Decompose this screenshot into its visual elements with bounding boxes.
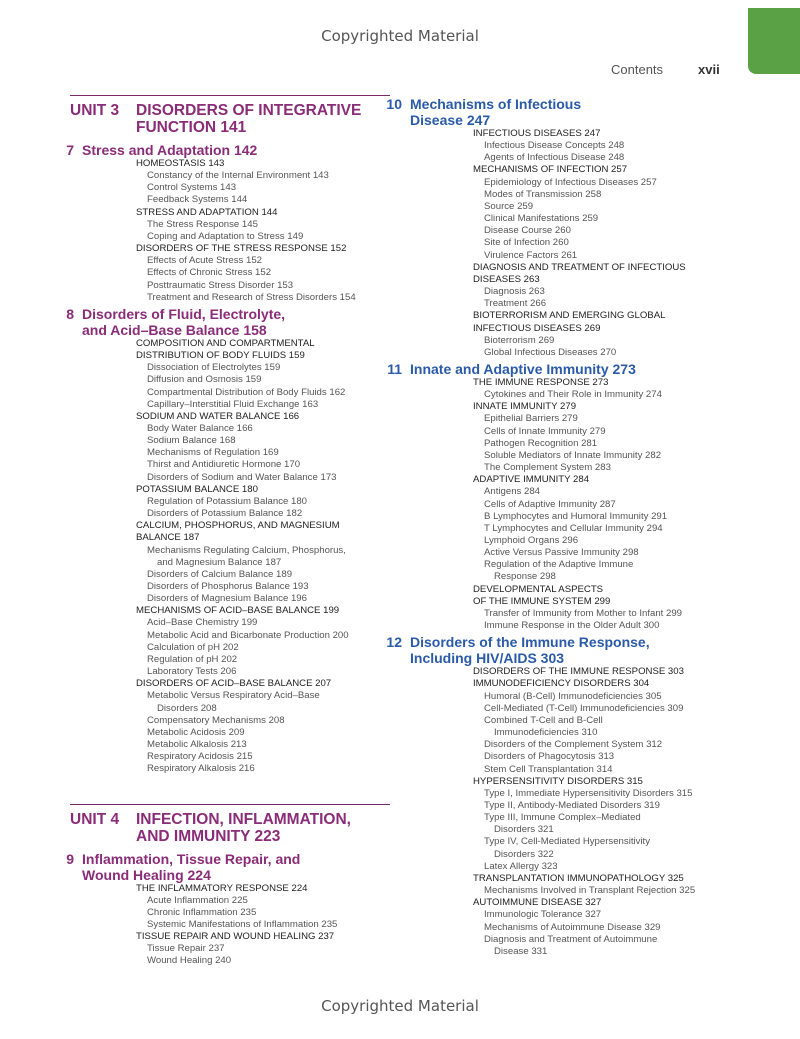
toc-line: Coping and Adaptation to Stress 149 <box>147 230 304 242</box>
toc-subsection <box>484 535 740 547</box>
toc-line: Disorders 321 <box>494 824 554 836</box>
chapter-title-line: Including HIV/AIDS 303 <box>410 650 565 667</box>
toc-subsection <box>484 237 740 249</box>
toc-subsection <box>147 423 390 435</box>
toc-line: Compensatory Mechanisms 208 <box>147 714 285 726</box>
toc-subsection <box>147 763 390 775</box>
unit-label: UNIT 4 <box>70 810 120 828</box>
toc-line: Metabolic Alkalosis 213 <box>147 739 247 751</box>
toc-subsection <box>147 435 390 447</box>
toc-subsection <box>147 642 390 654</box>
running-head-page: xvii <box>698 62 720 77</box>
toc-subsection <box>484 462 740 474</box>
toc-line: INNATE IMMUNITY 279 <box>473 401 577 413</box>
toc-line: Antigens 284 <box>484 486 541 498</box>
chapter-title <box>410 361 636 377</box>
toc-line: HYPERSENSITIVITY DISORDERS 315 <box>473 775 643 787</box>
chapter-heading <box>52 142 390 158</box>
toc-subsection <box>147 459 390 471</box>
toc-subsection <box>147 581 390 593</box>
toc-subsection <box>484 347 740 359</box>
chapter-title-line: Disorders of Fluid, Electrolyte, <box>82 305 286 322</box>
chapter-heading <box>380 634 740 666</box>
toc-subsection <box>484 225 740 237</box>
toc-line: THE IMMUNE RESPONSE 273 <box>473 376 609 388</box>
toc-subsection <box>484 691 740 703</box>
toc-line: Calculation of pH 202 <box>147 641 239 653</box>
unit-rule <box>70 804 390 805</box>
toc-line: Wound Healing 240 <box>147 955 232 967</box>
toc-line: Disorders of Phagocytosis 313 <box>484 751 615 763</box>
toc-section <box>136 931 390 943</box>
toc-subsection <box>147 447 390 459</box>
toc-section <box>136 605 390 617</box>
chapter-number: 9 <box>66 850 74 867</box>
toc-line: Mechanisms Involved in Transplant Rejection 325 <box>484 885 696 897</box>
toc-subsection <box>147 387 390 399</box>
toc-subsection <box>484 286 740 298</box>
toc-subsection <box>484 559 740 583</box>
toc-subsection <box>484 438 740 450</box>
toc-line: Metabolic Versus Respiratory Acid–Base <box>147 690 320 702</box>
toc-subsection <box>147 292 390 304</box>
toc-line: Feedback Systems 144 <box>147 194 248 206</box>
toc-line: MECHANISMS OF ACID–BASE BALANCE 199 <box>136 605 340 617</box>
toc-line: Capillary–Interstitial Fluid Exchange 163 <box>147 398 319 410</box>
toc-subsection <box>484 922 740 934</box>
unit-title-text <box>136 102 361 136</box>
toc-line: DEVELOPMENTAL ASPECTS <box>473 583 604 595</box>
toc-subsection <box>147 630 390 642</box>
toc-subsection <box>147 666 390 678</box>
toc-line: CALCIUM, PHOSPHORUS, AND MAGNESIUM <box>136 520 340 532</box>
toc-section <box>473 873 740 885</box>
toc-line: Posttraumatic Stress Disorder 153 <box>147 279 294 291</box>
running-head-label: Contents <box>611 62 664 77</box>
toc-subsection <box>147 267 390 279</box>
unit-heading <box>70 804 390 845</box>
toc-subsection <box>484 189 740 201</box>
chapter-title <box>82 142 257 158</box>
toc-line: Transfer of Immunity from Mother to Infant 299 <box>484 607 682 619</box>
toc-line: Humoral (B-Cell) Immunodeficiencies 305 <box>484 690 662 702</box>
toc-line: MECHANISMS OF INFECTION 257 <box>473 164 628 176</box>
toc-subsection <box>147 182 390 194</box>
toc-line: Chronic Inflammation 235 <box>147 906 257 918</box>
toc-line: The Stress Response 145 <box>147 218 258 230</box>
toc-line: Disorders of Magnesium Balance 196 <box>147 593 307 605</box>
toc-line: Epithelial Barriers 279 <box>484 413 578 425</box>
toc-line: Respiratory Acidosis 215 <box>147 751 253 763</box>
toc-line: The Complement System 283 <box>484 462 611 474</box>
toc-line: Cells of Innate Immunity 279 <box>484 425 606 437</box>
toc-subsection <box>484 620 740 632</box>
toc-subsection <box>147 617 390 629</box>
toc-subsection <box>484 547 740 559</box>
toc-line: Effects of Chronic Stress 152 <box>147 267 272 279</box>
toc-subsection <box>147 255 390 267</box>
toc-line: COMPOSITION AND COMPARTMENTAL <box>136 337 315 349</box>
toc-line: Diagnosis and Treatment of Autoimmune <box>484 933 658 945</box>
toc-line: Treatment and Research of Stress Disorders 154 <box>147 291 356 303</box>
toc-line: Pathogen Recognition 281 <box>484 437 598 449</box>
toc-section <box>136 207 390 219</box>
toc-line: DISORDERS OF THE IMMUNE RESPONSE 303 <box>473 666 684 678</box>
toc-line: THE INFLAMMATORY RESPONSE 224 <box>136 882 308 894</box>
toc-line: Acid–Base Chemistry 199 <box>147 617 258 629</box>
toc-section <box>473 401 740 413</box>
toc-line: Disorders of Sodium and Water Balance 173 <box>147 471 337 483</box>
toc-section <box>136 520 390 544</box>
toc-line: Disorders of Phosphorus Balance 193 <box>147 581 309 592</box>
unit-title-line: DISORDERS OF INTEGRATIVE <box>136 102 362 119</box>
toc-subsection <box>147 907 390 919</box>
toc-right-column <box>386 94 740 958</box>
toc-line: Combined T-Cell and B-Cell <box>484 714 603 726</box>
toc-subsection <box>147 569 390 581</box>
toc-subsection <box>147 170 390 182</box>
unit-title-line: INFECTION, INFLAMMATION, <box>136 810 351 828</box>
toc-subsection <box>484 389 740 401</box>
toc-line: Disease 331 <box>494 945 548 957</box>
watermark-top: Copyrighted Material <box>321 27 479 45</box>
toc-subsection <box>484 934 740 958</box>
chapter-title-line: Disorders of the Immune Response, <box>410 634 650 651</box>
toc-subsection <box>147 219 390 231</box>
toc-subsection <box>147 399 390 411</box>
chapter-title <box>410 96 581 128</box>
toc-subsection <box>484 836 740 860</box>
toc-subsection <box>484 739 740 751</box>
toc-line: Latex Allergy 323 <box>484 860 558 872</box>
toc-subsection <box>484 861 740 873</box>
chapter-title-line: Wound Healing 224 <box>82 866 211 883</box>
toc-subsection <box>147 690 390 714</box>
toc-line: OF THE IMMUNE SYSTEM 299 <box>473 595 611 607</box>
toc-line: B Lymphocytes and Humoral Immunity 291 <box>484 510 668 522</box>
toc-subsection <box>484 788 740 800</box>
toc-line: Disorders of Potassium Balance 182 <box>147 508 303 520</box>
unit-title-line: AND IMMUNITY 223 <box>136 827 281 845</box>
unit-label: UNIT 3 <box>70 102 120 119</box>
toc-subsection <box>147 194 390 206</box>
toc-line: Tissue Repair 237 <box>147 943 225 955</box>
toc-line: STRESS AND ADAPTATION 144 <box>136 206 278 218</box>
toc-section <box>136 484 390 496</box>
toc-line: Response 298 <box>494 571 556 583</box>
chapter-title <box>82 306 285 338</box>
toc-line: Type I, Immediate Hypersensitivity Disorders 315 <box>484 787 693 799</box>
toc-subsection <box>147 715 390 727</box>
toc-line: Regulation of pH 202 <box>147 653 238 665</box>
toc-line: Immune Response in the Older Adult 300 <box>484 620 660 632</box>
toc-section <box>136 158 390 170</box>
toc-subsection <box>147 727 390 739</box>
toc-subsection <box>147 593 390 605</box>
toc-line: IMMUNODEFICIENCY DISORDERS 304 <box>473 678 650 690</box>
chapter-title <box>82 851 300 883</box>
chapter-title-line: and Acid–Base Balance 158 <box>82 321 267 338</box>
toc-line: Mechanisms of Autoimmune Disease 329 <box>484 921 661 933</box>
toc-line: Clinical Manifestations 259 <box>484 213 599 225</box>
chapter-heading <box>52 306 390 338</box>
toc-subsection <box>484 523 740 535</box>
toc-subsection <box>147 751 390 763</box>
toc-line: INFECTIOUS DISEASES 247 <box>473 128 601 139</box>
toc-subsection <box>484 250 740 262</box>
toc-line: Respiratory Alkalosis 216 <box>147 763 255 775</box>
chapter-number: 10 <box>386 96 402 112</box>
chapter-number: 8 <box>66 305 74 322</box>
toc-line: BIOTERRORISM AND EMERGING GLOBAL <box>473 310 666 322</box>
toc-section <box>136 243 390 255</box>
chapter-number: 7 <box>66 142 74 158</box>
toc-subsection <box>147 545 390 569</box>
toc-subsection <box>147 739 390 751</box>
toc-line: TISSUE REPAIR AND WOUND HEALING 237 <box>136 931 335 943</box>
toc-subsection <box>147 895 390 907</box>
toc-line: Type IV, Cell-Mediated Hypersensitivity <box>484 836 651 848</box>
toc-line: DISORDERS OF THE STRESS RESPONSE 152 <box>136 243 347 255</box>
toc-line: Body Water Balance 166 <box>147 422 253 434</box>
toc-section <box>473 584 740 608</box>
toc-subsection <box>484 751 740 763</box>
toc-subsection <box>484 413 740 425</box>
toc-subsection <box>484 909 740 921</box>
toc-section <box>473 776 740 788</box>
toc-line: Control Systems 143 <box>147 182 237 194</box>
toc-subsection <box>484 152 740 164</box>
toc-line: ADAPTIVE IMMUNITY 284 <box>473 474 590 486</box>
toc-line: Disorders of the Complement System 312 <box>484 739 663 751</box>
toc-section <box>136 411 390 423</box>
toc-line: Type III, Immune Complex–Mediated <box>484 812 641 824</box>
toc-section <box>473 128 740 140</box>
toc-line: Mechanisms of Regulation 169 <box>147 447 279 459</box>
toc-subsection <box>147 280 390 292</box>
toc-subsection <box>484 298 740 310</box>
toc-line: Dissociation of Electrolytes 159 <box>147 362 281 374</box>
chapter-title <box>410 634 650 666</box>
toc-line: DISEASES 263 <box>473 273 540 285</box>
toc-subsection <box>484 812 740 836</box>
toc-subsection <box>147 919 390 931</box>
toc-section <box>136 338 390 362</box>
toc-subsection <box>484 486 740 498</box>
toc-line: Treatment 266 <box>484 298 547 310</box>
toc-line: Lymphoid Organs 296 <box>484 535 579 546</box>
toc-subsection <box>147 943 390 955</box>
watermark-bottom: Copyrighted Material <box>321 997 479 1015</box>
toc-line: Active Versus Passive Immunity 298 <box>484 547 639 559</box>
toc-subsection <box>147 508 390 520</box>
chapter-number: 12 <box>386 634 402 651</box>
unit-title <box>70 102 390 136</box>
toc-line: Type II, Antibody-Mediated Disorders 319 <box>484 799 660 811</box>
toc-line: Regulation of the Adaptive Immune <box>484 559 634 571</box>
toc-subsection <box>484 450 740 462</box>
toc-subsection <box>147 374 390 386</box>
toc-line: Epidemiology of Infectious Diseases 257 <box>484 176 657 188</box>
toc-line: DISORDERS OF ACID–BASE BALANCE 207 <box>136 678 332 690</box>
toc-line: Infectious Disease Concepts 248 <box>484 140 625 152</box>
toc-subsection <box>147 472 390 484</box>
toc-line: Diagnosis 263 <box>484 286 545 298</box>
toc-subsection <box>484 140 740 152</box>
toc-line: Immunodeficiencies 310 <box>494 727 598 739</box>
toc-line: and Magnesium Balance 187 <box>157 556 282 568</box>
toc-line: Effects of Acute Stress 152 <box>147 255 263 267</box>
chapter-title-line: Stress and Adaptation 142 <box>82 142 258 158</box>
toc-subsection <box>484 715 740 739</box>
toc-subsection <box>484 703 740 715</box>
toc-subsection <box>484 426 740 438</box>
toc-section <box>473 678 740 690</box>
toc-section <box>473 666 740 678</box>
toc-subsection <box>484 800 740 812</box>
toc-line: Source 259 <box>484 200 534 212</box>
toc-subsection <box>147 231 390 243</box>
toc-line: Regulation of Potassium Balance 180 <box>147 495 307 507</box>
toc-line: AUTOIMMUNE DISEASE 327 <box>473 897 602 909</box>
toc-subsection <box>484 608 740 620</box>
chapter-heading <box>52 851 390 883</box>
chapter-title-line: Innate and Adaptive Immunity 273 <box>410 360 636 377</box>
toc-subsection <box>147 362 390 374</box>
toc-subsection <box>484 885 740 897</box>
toc-line: SODIUM AND WATER BALANCE 166 <box>136 410 300 422</box>
toc-line: Disorders 322 <box>494 848 554 860</box>
toc-line: Disorders of Calcium Balance 189 <box>147 568 293 580</box>
toc-line: Cytokines and Their Role in Immunity 274 <box>484 389 662 401</box>
toc-subsection <box>484 213 740 225</box>
toc-line: Site of Infection 260 <box>484 237 569 249</box>
chapter-heading <box>380 96 740 128</box>
toc-line: Disorders 208 <box>157 702 217 714</box>
toc-subsection <box>147 496 390 508</box>
toc-subsection <box>484 335 740 347</box>
toc-line: Cells of Adaptive Immunity 287 <box>484 498 616 510</box>
chapter-number: 11 <box>387 360 402 377</box>
chapter-title-line: Disease 247 <box>410 112 491 128</box>
toc-line: BALANCE 187 <box>136 532 200 544</box>
toc-subsection <box>147 654 390 666</box>
toc-line: Modes of Transmission 258 <box>484 188 602 200</box>
toc-line: Metabolic Acidosis 209 <box>147 726 245 738</box>
toc-subsection <box>484 201 740 213</box>
chapter-title-line: Inflammation, Tissue Repair, and <box>82 850 301 867</box>
toc-line: Laboratory Tests 206 <box>147 666 237 678</box>
toc-line: INFECTIOUS DISEASES 269 <box>473 322 601 334</box>
toc-section <box>473 164 740 176</box>
toc-line: Sodium Balance 168 <box>147 435 236 447</box>
toc-line: Diffusion and Osmosis 159 <box>147 374 262 386</box>
toc-line: Disease Course 260 <box>484 225 571 237</box>
toc-line: Bioterrorism 269 <box>484 334 555 346</box>
toc-line: Compartmental Distribution of Body Fluids 162 <box>147 386 346 398</box>
toc-left-column <box>66 95 390 968</box>
toc-line: DIAGNOSIS AND TREATMENT OF INFECTIOUS <box>473 261 686 273</box>
toc-section <box>473 310 740 334</box>
toc-line: Acute Inflammation 225 <box>147 894 248 906</box>
chapter-title-line: Mechanisms of Infectious <box>410 96 582 112</box>
toc-line: DISTRIBUTION OF BODY FLUIDS 159 <box>136 350 305 362</box>
toc-subsection <box>484 511 740 523</box>
toc-subsection <box>147 955 390 967</box>
unit-title-text <box>136 811 351 845</box>
toc-section <box>473 474 740 486</box>
toc-line: HOMEOSTASIS 143 <box>136 158 225 169</box>
toc-line: Constancy of the Internal Environment 143 <box>147 170 329 182</box>
unit-heading <box>70 95 390 136</box>
toc-line: Mechanisms Regulating Calcium, Phosphorus, <box>147 544 346 556</box>
toc-line: Thirst and Antidiuretic Hormone 170 <box>147 459 301 471</box>
toc-line: Cell-Mediated (T-Cell) Immunodeficiencies 309 <box>484 702 684 714</box>
toc-section <box>473 262 740 286</box>
toc-line: Global Infectious Diseases 270 <box>484 346 617 358</box>
toc-line: TRANSPLANTATION IMMUNOPATHOLOGY 325 <box>473 872 684 884</box>
toc-line: Stem Cell Transplantation 314 <box>484 763 613 775</box>
unit-title <box>70 811 390 845</box>
toc-line: Virulence Factors 261 <box>484 249 578 261</box>
toc-section <box>136 678 390 690</box>
toc-line: Immunologic Tolerance 327 <box>484 909 602 921</box>
toc-subsection <box>484 764 740 776</box>
chapter-heading <box>380 361 740 377</box>
toc-line: Agents of Infectious Disease 248 <box>484 152 625 164</box>
unit-title-line: FUNCTION 141 <box>136 119 247 136</box>
toc-subsection <box>484 177 740 189</box>
unit-rule <box>70 95 390 96</box>
toc-line: Soluble Mediators of Innate Immunity 282 <box>484 449 662 461</box>
toc-section <box>473 897 740 909</box>
toc-line: POTASSIUM BALANCE 180 <box>136 483 258 495</box>
toc-line: T Lymphocytes and Cellular Immunity 294 <box>484 522 663 534</box>
toc-subsection <box>484 499 740 511</box>
toc-section <box>136 883 390 895</box>
toc-section <box>473 377 740 389</box>
toc-line: Metabolic Acid and Bicarbonate Production 200 <box>147 629 349 641</box>
toc-line: Systemic Manifestations of Inflammation 235 <box>147 918 338 930</box>
